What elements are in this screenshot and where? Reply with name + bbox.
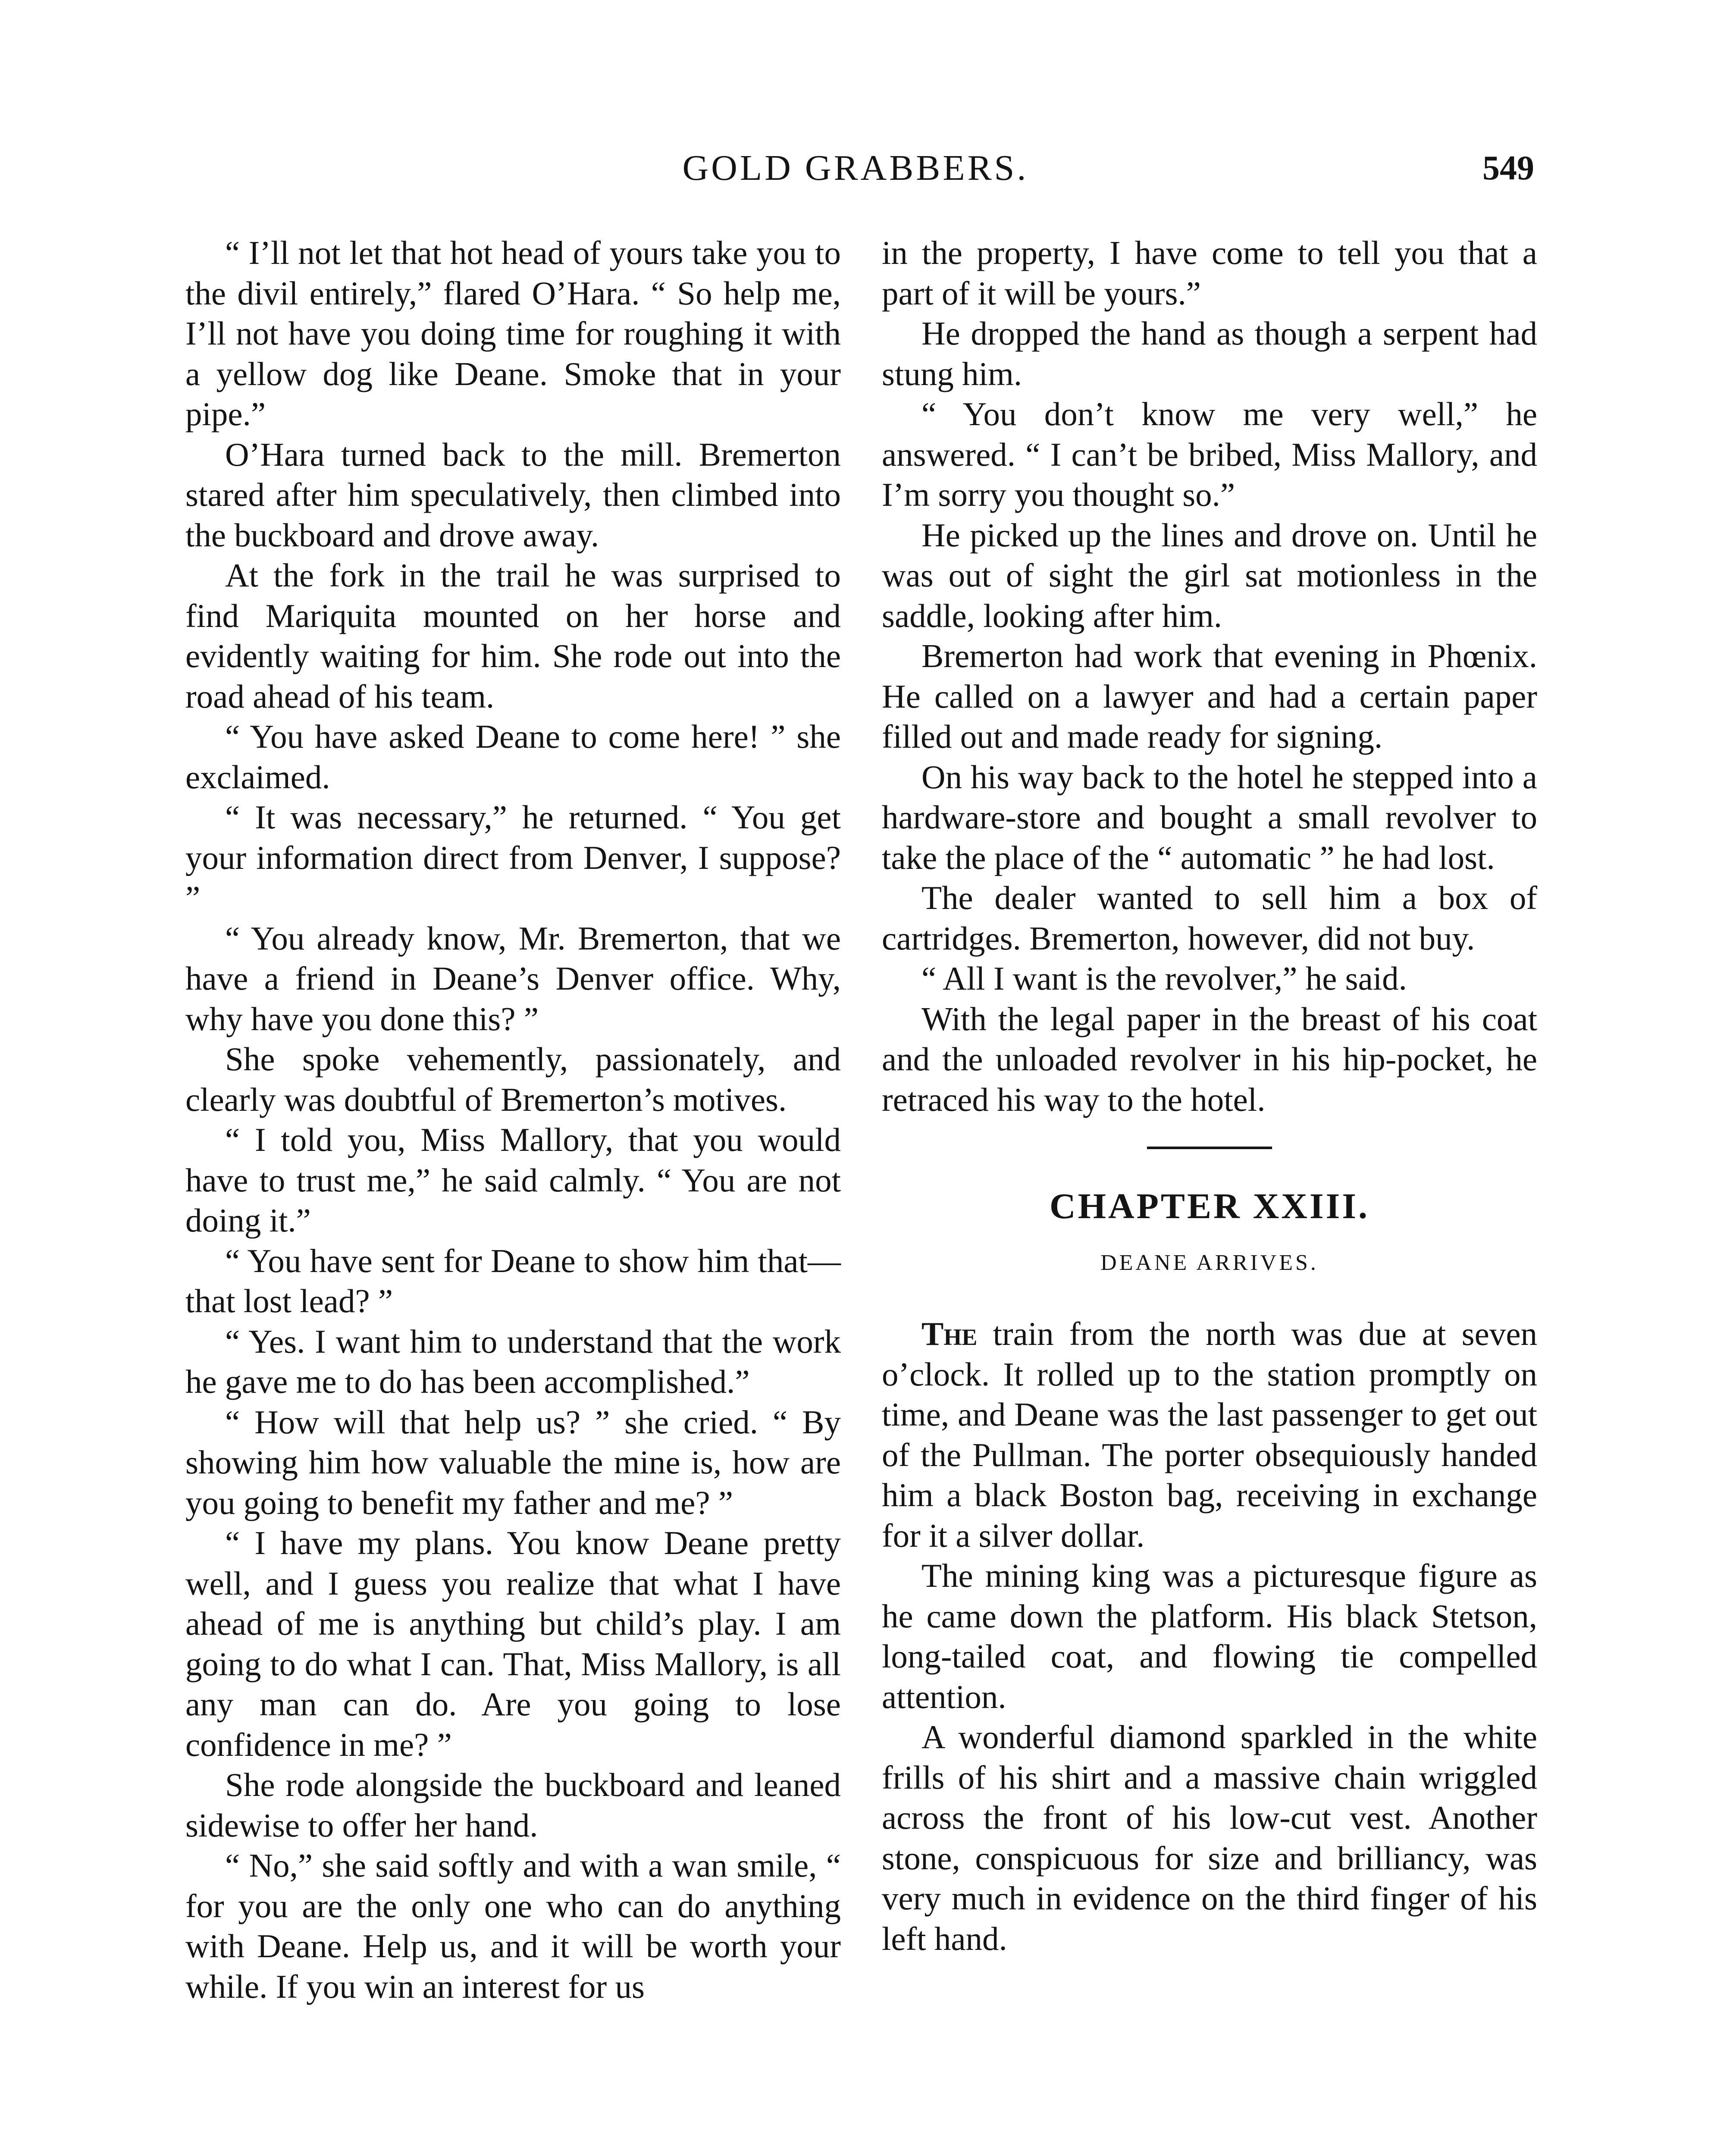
- paragraph: She spoke vehemently, passionately, and clearly was doubtful of Bremerton’s motives.: [185, 1040, 841, 1118]
- paragraph: “ You have sent for Deane to show him that—that lost lead? ”: [185, 1242, 841, 1319]
- paragraph: The mining king was a picturesque figure as he came down the platform. His black Stetson, long-tailed coat, and flowing tie compelled attention.: [882, 1557, 1537, 1715]
- page-number: 549: [1482, 149, 1534, 187]
- paragraph: “ I told you, Miss Mallory, that you would have to trust me,” he said calmly. “ You are not doing it.”: [185, 1121, 841, 1239]
- paragraph: At the fork in the trail he was surprised to find Mariquita mounted on her horse and evidently waiting for him. She rode out into the road ahead of his team.: [185, 557, 841, 715]
- continued-paragraph: in the property, I have come to tell you that a part of it will be yours.”: [882, 234, 1537, 312]
- paragraph: “ How will that help us? ” she cried. “ By showing him how valuable the mine is, how are you going to benefit my father and me? ”: [185, 1403, 841, 1521]
- paragraph: “ You don’t know me very well,” he answered. “ I can’t be bribed, Miss Mallory, and I’m sorry you thought so.”: [882, 395, 1537, 513]
- running-head: [0, 142, 1711, 203]
- paragraph: “ It was necessary,” he returned. “ You get your information direct from Denver, I suppose? ”: [185, 799, 841, 916]
- paragraph: “ No,” she said softly and with a wan smile, “ for you are the only one who can do anything with Deane. Help us, and it will be worth your while. If you win an interest for us: [185, 1847, 841, 2005]
- chapter-lead-in: The: [921, 1315, 978, 1352]
- paragraph: “ You have asked Deane to come here! ” she exclaimed.: [185, 718, 841, 796]
- chapter-subtitle: DEANE ARRIVES.: [1100, 1250, 1319, 1275]
- paragraph: A wonderful diamond sparkled in the white frills of his shirt and a massive chain wriggled across the front of his low-cut vest. Another stone, conspicuous for size and brilliancy, was very much in evidence on the third finger of his left hand.: [882, 1718, 1537, 1957]
- paragraph: She rode alongside the buckboard and leaned sidewise to offer her hand.: [185, 1766, 841, 1844]
- running-title: GOLD GRABBERS.: [682, 148, 1029, 188]
- right-column: [882, 233, 1537, 1959]
- chapter-opening-paragraph: [882, 1314, 1537, 1556]
- chapter-opening-text: train from the north was due at seven o’clock. It rolled up to the station promptly on time, and Deane was the last passenger to get out of the Pullman. The porter obsequiously handed him a black Boston bag, receiving in exchange for it a silver dollar.: [882, 1315, 1537, 1554]
- paragraph: The dealer wanted to sell him a box of cartridges. Bremerton, however, did not buy.: [882, 879, 1537, 957]
- paragraph: “ All I want is the revolver,” he said.: [921, 960, 1407, 997]
- paragraph: “ Yes. I want him to understand that the work he gave me to do has been accomplished.”: [185, 1322, 841, 1400]
- chapter-heading: CHAPTER XXIII.: [1049, 1186, 1370, 1226]
- paragraph: “ I have my plans. You know Deane pretty well, and I guess you realize that what I have ahead of me is anything but child’s play. I am going to do what I can. That, Miss Mallory, is all any man can do. Are you going to lose confidence in me? ”: [185, 1524, 841, 1763]
- paragraph: He picked up the lines and drove on. Until he was out of sight the girl sat motionless in the saddle, looking after him.: [882, 516, 1537, 634]
- paragraph: “ You already know, Mr. Bremerton, that we have a friend in Deane’s Denver office. Why, why have you done this? ”: [185, 919, 841, 1037]
- paragraph: On his way back to the hotel he stepped into a hardware-store and bought a small revolver to take the place of the “ automatic ” he had lost.: [882, 758, 1537, 876]
- paragraph: Bremerton had work that evening in Phœnix. He called on a lawyer and had a certain paper filled out and made ready for signing.: [882, 637, 1537, 755]
- paragraph: He dropped the hand as though a serpent had stung him.: [882, 315, 1537, 392]
- chapter-divider: [1147, 1147, 1272, 1149]
- left-column: [185, 233, 841, 2007]
- paragraph: “ I’ll not let that hot head of yours take you to the divil entirely,” flared O’Hara. “ So help me, I’ll not have you doing time for roughing it with a yellow dog like Deane. Smoke that in your pipe.”: [185, 234, 841, 432]
- paragraph: O’Hara turned back to the mill. Bremerton stared after him speculatively, then climbed into the buckboard and drove away.: [185, 436, 841, 554]
- paragraph: With the legal paper in the breast of his coat and the unloaded revolver in his hip-pocket, he retraced his way to the hotel.: [882, 1000, 1537, 1118]
